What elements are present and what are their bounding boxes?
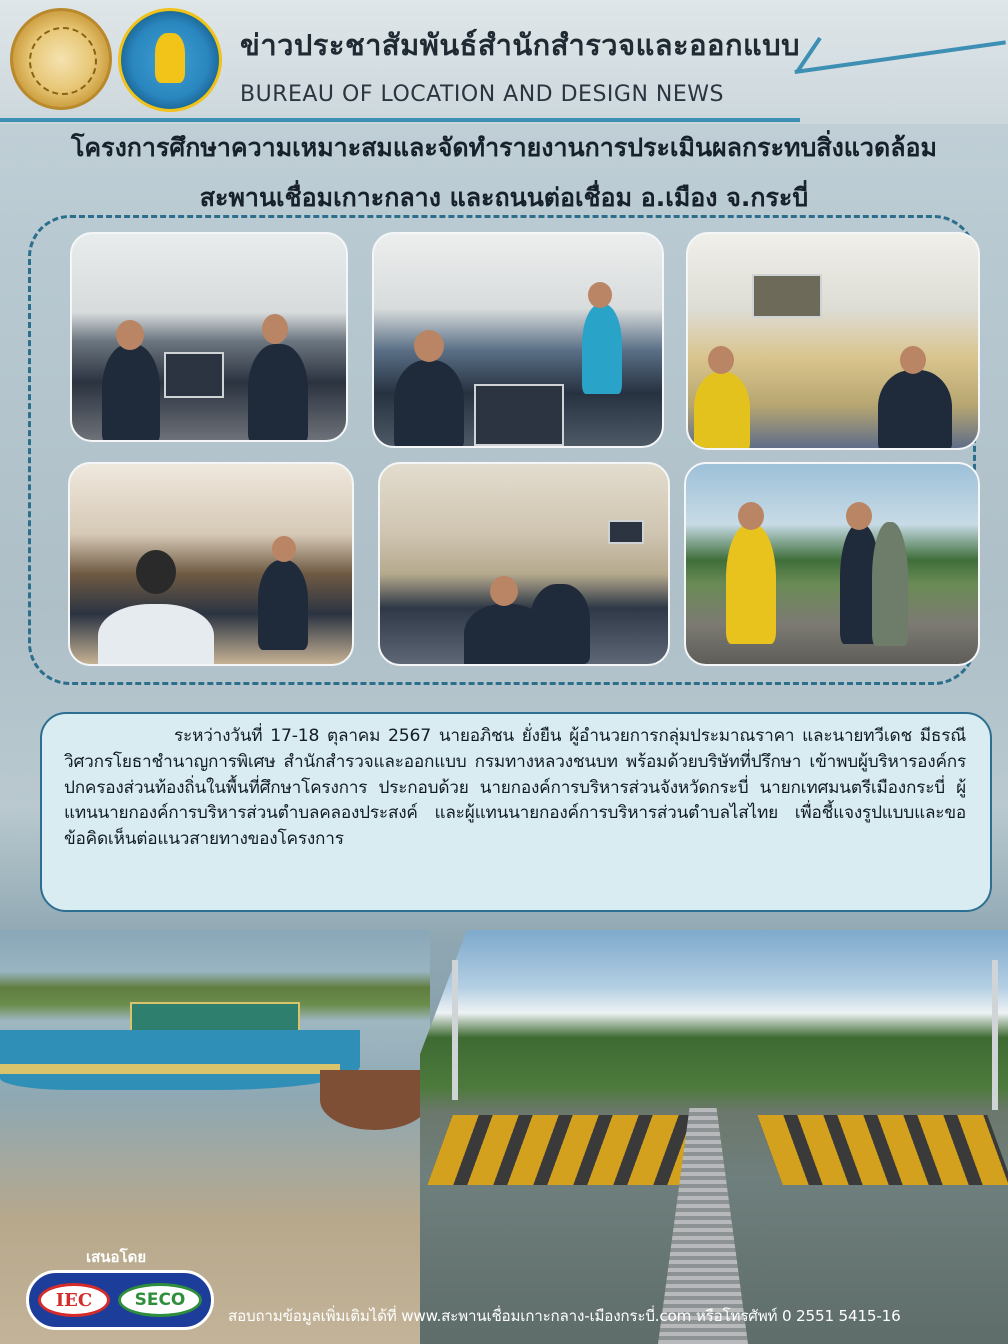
header-divider <box>0 118 800 122</box>
contact-info: สอบถามข้อมูลเพิ่มเติมได้ที่ www.สะพานเชื่อมเกาะกลาง-เมืองกระบี่.com หรือโทรศัพท์ 0 2551 5415-16 <box>228 1307 901 1325</box>
meeting-photo-4 <box>68 462 354 666</box>
pier-lamp-post <box>992 960 998 1110</box>
iec-logo: IEC <box>38 1283 110 1317</box>
department-emblem-logo <box>118 8 222 112</box>
seco-logo: SECO <box>118 1283 202 1317</box>
pier-lamp-post <box>452 960 458 1100</box>
boat-stripe <box>0 1064 340 1074</box>
meeting-photo-5 <box>378 462 670 666</box>
project-title-line2: สะพานเชื่อมเกาะกลาง และถนนต่อเชื่อม อ.เมือง จ.กระบี่ <box>199 183 809 212</box>
fishing-boat <box>0 1030 360 1090</box>
header-title-english: BUREAU OF LOCATION AND DESIGN NEWS <box>240 82 724 107</box>
royal-seal-logo <box>10 8 112 110</box>
meeting-photo-2 <box>372 232 664 448</box>
news-body-box <box>40 712 992 912</box>
meeting-photo-1 <box>70 232 348 442</box>
project-title-line1: โครงการศึกษาความเหมาะสมและจัดทำรายงานการประเมินผลกระทบสิ่งแวดล้อม <box>70 133 938 162</box>
news-body-paragraph: ระหว่างวันที่ 17-18 ตุลาคม 2567 นายอภิชน ยั่งยืน ผู้อำนวยการกลุ่มประมาณราคา และนายทวีเดช มีธรณี วิศวกรโยธาชำนาญการพิเศษ สำนักสำรวจและออกแบบ กรมทางหลวงชนบท พร้อมด้วยบริษัทที่ปรึกษา เข้าพบผู้บริหารองค์กรปกครองส่วนท้องถิ่นในพื้นที่ศึกษาโครงการ ประกอบด้วย นายกองค์การบริหารส่วนจังหวัดกระบี่ นายกเทศมนตรีเมืองกระบี่ ผู้แทนนายกองค์การบริหารส่วนตำบลคลองประสงค์ และผู้แทนนายกองค์การบริหารส่วนตำบลไสไทย เพื่อชี้แจงรูปแบบและขอข้อคิดเห็นต่อแนวสายทางของโครงการ <box>64 726 966 850</box>
presented-by-label: เสนอโดย <box>86 1248 147 1266</box>
longtail-boat <box>320 1070 430 1130</box>
header-title-thai: ข่าวประชาสัมพันธ์สำนักสำรวจและออกแบบ <box>240 28 801 62</box>
meeting-photo-3 <box>686 232 980 450</box>
site-visit-photo <box>684 462 980 666</box>
pier-floating-dock-right <box>757 1115 1008 1185</box>
pier-floating-dock-left <box>427 1115 712 1185</box>
